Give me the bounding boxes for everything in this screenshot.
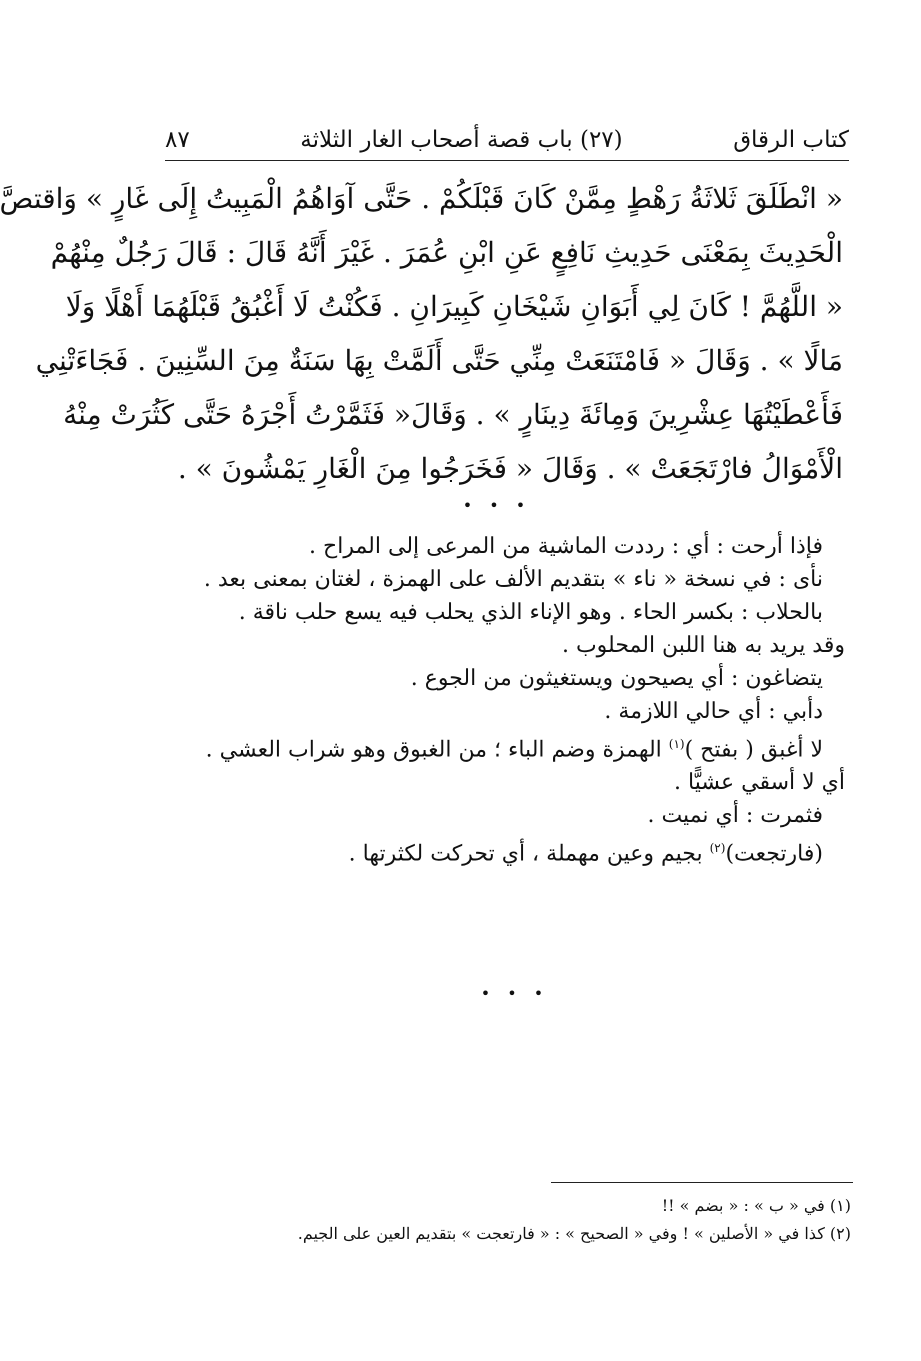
chapter-title: (٢٧) باب قصة أصحاب الغار الثلاثة xyxy=(300,127,623,153)
glossary-term: يتضاغون : xyxy=(731,666,823,691)
footnote: (٢) كذا في « الأصلين » ! وفي « الصحيح » : « فارتعجت » بتقديم العين على الجيم. xyxy=(297,1224,851,1243)
hadith-line: « اللَّهُمَّ ! كَانَ لِي أَبَوَانِ شَيْخَانِ كَبِيرَانِ . فَكُنْتُ لَا أَغْبُقُ قَبْلَهُمَا أَهْلًا وَلَا xyxy=(65,290,843,323)
glossary-definition: أي : رددت الماشية من المرعى إلى المراح . xyxy=(309,534,717,559)
glossary-definition: أي حالي اللازمة . xyxy=(604,699,769,724)
footnotes xyxy=(175,1192,851,1248)
glossary-entry xyxy=(175,799,845,832)
glossary-definition: أي يصيحون ويستغيثون من الجوع . xyxy=(410,666,732,691)
hadith-line: الْأَمْوَالُ فارْتَجَعَتْ » . وَقَالَ « فَخَرَجُوا مِنَ الْغَارِ يَمْشُونَ » . xyxy=(177,452,843,485)
glossary-definition: في نسخة « ناء » بتقديم الألف على الهمزة ، لغتان بمعنى بعد . xyxy=(203,567,779,592)
footnote-rule xyxy=(551,1182,853,1183)
glossary-entry xyxy=(175,662,845,695)
glossary-definition: أي نميت . xyxy=(647,803,746,829)
page-number: ٨٧ xyxy=(165,127,190,153)
hadith-line: الْحَدِيثَ بِمَعْنَى حَدِيثِ نَافِعٍ عَنِ ابْنِ عُمَرَ . غَيْرَ أَنَّهُ قَالَ : قَالَ رَجُلٌ مِنْهُمْ xyxy=(50,236,843,269)
glossary-term: بالحلاب : xyxy=(741,600,823,625)
running-head xyxy=(165,122,849,158)
glossary-term: لا أغبق ( بفتح ) xyxy=(684,737,823,763)
footnote-marker[interactable]: (٢) xyxy=(709,841,726,856)
glossary-entry xyxy=(175,832,845,870)
footnote: (١) في « ب » : « بضم » !! xyxy=(661,1196,851,1215)
glossary-entry xyxy=(175,728,845,766)
glossary xyxy=(175,530,845,871)
glossary-definition: بكسر الحاء . وهو الإناء الذي يحلب فيه يسع حلب ناقة . xyxy=(238,600,742,625)
glossary-entry xyxy=(175,695,845,728)
hadith-line: « انْطَلَقَ ثَلاثَةُ رَهْطٍ مِمَّنْ كَانَ قَبْلَكُمْ . حَتَّى آوَاهُمُ الْمَبِيتُ إِلَى غَارٍ » وَاقتصَّ xyxy=(0,182,843,215)
section-separator: • • • xyxy=(462,496,532,515)
glossary-term: نأى : xyxy=(778,567,823,592)
glossary-entry xyxy=(175,563,845,596)
hadith-line: فَأَعْطَيْتُهَا عِشْرِينَ وَمِائَةَ دِينَارٍ » . وَقَالَ« فَثَمَّرْتُ أَجْرَهُ حَتَّى كَثُرَتْ مِنْهُ xyxy=(63,398,843,431)
glossary-definition: الهمزة وضم الباء ؛ من الغبوق وهو شراب العشي . xyxy=(205,737,669,763)
glossary-entry xyxy=(175,530,845,563)
hadith-line: مَالًا » . وَقَالَ « فَامْتَنَعَتْ مِنِّي حَتَّى أَلَمَّتْ بِهَا سَنَةٌ مِنَ السِّنِينَ . فَجَاءَتْنِي xyxy=(35,344,843,377)
header-rule xyxy=(165,160,849,161)
glossary-term: (فارتجعت) xyxy=(725,841,823,867)
glossary-continuation: وقد يريد به هنا اللبن المحلوب . xyxy=(561,633,845,658)
glossary-term: فثمرت : xyxy=(745,803,823,829)
glossary-continuation: أي لا أسقي عشيًّا . xyxy=(674,770,845,796)
glossary-entry xyxy=(175,596,845,629)
hadith-text xyxy=(0,172,843,496)
glossary-term: فإذا أرحت : xyxy=(716,534,823,559)
book-title: كتاب الرقاق xyxy=(733,127,849,153)
glossary-term: دأبي : xyxy=(768,699,823,724)
glossary-definition: بجيم وعين مهملة ، أي تحركت لكثرتها . xyxy=(348,841,710,867)
section-separator: • • • xyxy=(480,984,550,1003)
footnote-marker[interactable]: (١) xyxy=(668,737,685,751)
